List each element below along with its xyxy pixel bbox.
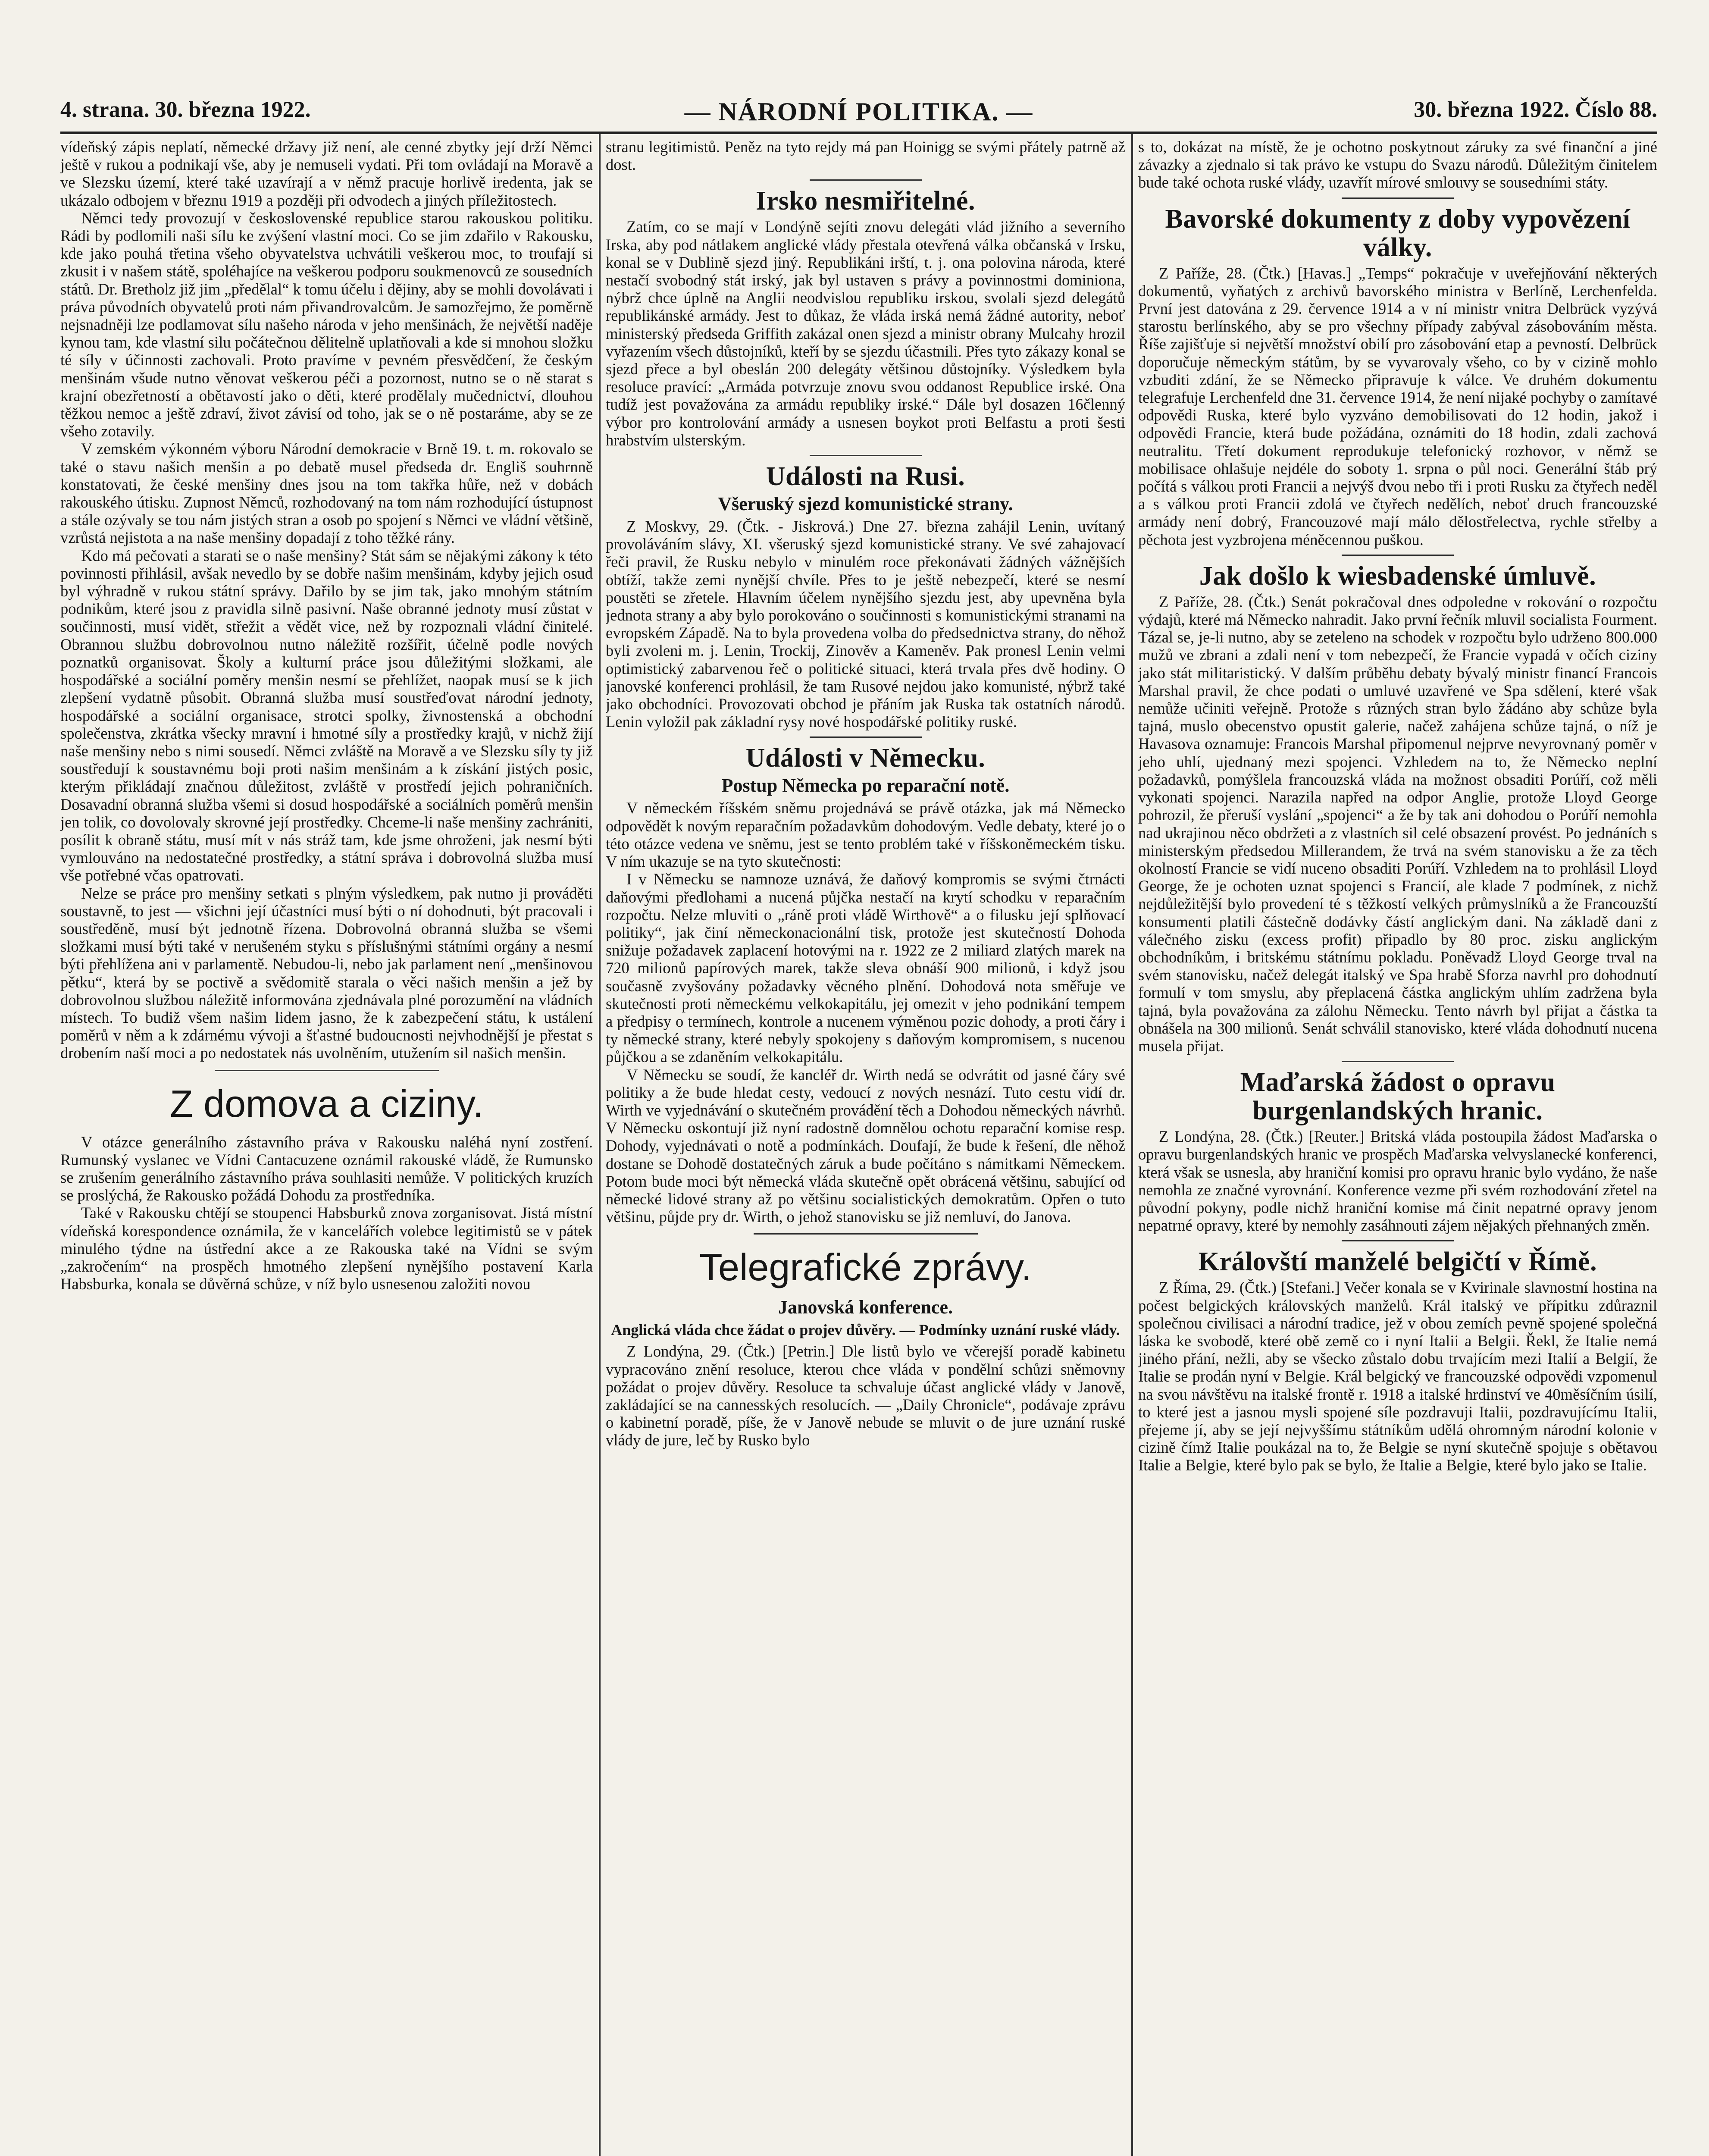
article-paragraph: V německém říšském sněmu projednává se právě otázka, jak má Německo odpovědět k novým reparačním požadavkům dohodovým. Vedle debaty, které jo o této otázce vedena ve sněmu, jest se tento problém také v říšskoněmeckém tisku. V ním ukazuje se na tyto skutečnosti: [606,799,1125,871]
section-divider [215,1070,439,1071]
headline-bavarian-documents: Bavorské dokumenty z doby vypovězení války. [1165,204,1631,262]
subheadline-genoa: Janovská konference. [778,1297,953,1318]
column-2 [606,138,1125,2156]
headline-burgenland: Maďarská žádost o opravu burgenlandských hranic. [1240,1068,1556,1126]
section-heading-domestic-foreign: Z domova a ciziny. [169,1082,484,1125]
article-paragraph: Kdo má pečovati a starati se o naše menšiny? Stát sám se nějakými zákony k této povinnosti přihlásil, avšak nevedlo by se dobře našim menšinám, kdyby jejich osud byl výhradně v rukou státní správy. Dařilo by se jim tak, jako mnohým státním podnikům, které jsou z pravidla silně pasivní. Naše obranné jednoty musí zůstat v součinnosti, musí vidět, střežit a vědět vice, než by rozpoznali vládní činitelé. Obrannou službu dobrovolnou nutno náležitě rozšířit, účelně podle nových poznatků organisovat. Školy a kulturní práce jsou důležitými složkami, ale hospodářské a sociální poměry menšin nesmí se přehlížet, naopak musí se k jich zlepšení vydatně působit. Obranná služba musí soustřeďovat národní jednoty, hospodářské a sociální organisace, strotci spolky, živnostenská a obchodní společenstva, zkrátka všecky mravní i hmotné síly a prostředky krajů, v nichž žijí naše menšiny nebo s nimi sousedí. Němci zvláště na Moravě a ve Slezsku síly ty již soustředují k soustavnému boji proti našim menšinám a k získání jistých posic, kterým přikládají značnou důležitost, zvláště v prostředí jejich pohraničních. Dosavadní obranná služba všemi si dosud hospodářské a sociálních poměrů menšin jen tolik, co dovolovaly skrovné její prostředky. Chceme-li naše menšiny zachrániti, posílit k obraně státu, musí mít v nás stráž tam, kde jsme ohroženi, jak nesmí býti vymlouváno na nedostatečné prostředky, a státní správa i dobrovolná služba musí vše potřebné včas opatrovati. [60,546,593,884]
headline-wiesbaden: Jak došlo k wiesbadenské úmluvě. [1199,561,1596,591]
article-paragraph: V zemském výkonném výboru Národní demokracie v Brně 19. t. m. rokovalo se také o stavu našich menšin a po debatě musel předseda dr. Engliš souhrnně konstatovati, že české menšiny dnes jsou na tom takřka hůře, než v dobách rakouského útisku. Zupnost Němců, rozhodovaný na tom nám rozhodující ústupnost a stále ozývaly se tou nám jistých stran a osob po spojení s Němci ve vládní většině, vzrůstá nejistota a na naše menšiny dopadají z toho těžké rány. [60,440,593,547]
column-rule-2 [1131,134,1133,2156]
news-item: Také v Rakousku chtějí se stoupenci Habsburků znova zorganisovat. Jistá místní vídeňská korespondence oznámila, že v kancelářích volebce legitimistů se v pátek minulého týdne na ústřední akce a ze Rakouska také na Vídni se svým „zakročením“ na prospěch hmotného zlepšení nynějšího postavení Karla Habsburka, konala se důvěrná schůze, v níž bylo usnesenou založiti novou [60,1204,593,1293]
subheadline-germany: Postup Německa po reparační notě. [721,775,1010,796]
headline-belgian-royals: Královští manželé belgičtí v Římě. [1198,1247,1597,1277]
divider [1342,555,1454,556]
article-paragraph: Z Paříže, 28. (Čtk.) [Havas.] „Temps“ pokračuje v uveřejňování některých dokumentů, vyňatých z archivů bavorského ministra v Berlíně, Lerchenfelda. První jest datována z 29. července 1914 a v ní ministr vnitra Delbrück vyzývá starostu berlínského, aby se pro všechny případy zabýval zásobováním města. Říše zajišťuje si největší množství obilí pro zásobování etap a pevností. Delbrück doporučuje německým státům, by se vyvarovaly všeho, co by v cizině mohlo vzbuditi zdání, že se Německo připravuje k válce. Ve druhém dokumentu telegrafuje Lerchenfeld dne 31. července 1914, že není nijaké pochyby o zamítavé odpovědi Ruska, které bylo vyzváno demobilisovati do 12 hodin, jakož i odpovědi Francie, která bude požádána, oznámiti do 18 hodin, zdali zachová neutralitu. Třetí dokument reprodukuje telefonický rozhovor, v němž se mobilisace ohlašuje nejdéle do soboty 1. srpna o půl noci. Generální štáb prý počítá s válkou proti Francii a nejvýš dvou nebo tři i proti Rusku za čtyřech neděl a s válkou proti Francii zdolá ve čtyřech nedělích, neboť druch francouzské armády není dobrý, Francouzové mají málo dělostřelectva, rychle střelby a pěchota jest vyzbrojena méněcennou puškou. [1138,264,1657,548]
article-paragraph: Z Moskvy, 29. (Čtk. - Jiskrová.) Dne 27. března zahájil Lenin, uvítaný provoláváním slávy, XI. všeruský sjezd komunistické strany. Ve své zahajovací řeči pravil, že Rusku nebylo v minulém roce překonávati žádných vážnějších obtíží, takže zemi nynější chvíle. Přes to je ještě nebezpečí, které se nesmí poustěti se zřetele. Hlavním účelem nynějšího sjezdu jest, aby upevněna byla jednota strany a aby bylo porokováno o součinnosti s komunistickými stranami na evropském Západě. Na to byla provedena volba do předsednictva strany, do něhož byli zvoleni m. j. Lenin, Trockij, Zinověv a Kameněv. Pak pronesl Lenin velmi optimistický zabarvenou řeč o politické situaci, která trvala přes dvě hodiny. O janovské konferenci prohlásil, že tam Rusové nejdou jako komunisté, nýbrž také jako obchodníci. Provozovati obchod je přáním jak Ruska tak ostatních národů. Lenin vyložil pak základní rysy nové hospodářské politiky ruské. [606,517,1125,731]
divider [810,736,922,738]
subheadline-russia: Všeruský sjezd komunistické strany. [718,493,1013,515]
header-rule [60,132,1657,134]
article-paragraph: Nelze se práce pro menšiny setkati s plným výsledkem, pak nutno ji prováděti soustavně, to jest — všichni její účastníci musí býti o ní dohodnuti, být pracovali i soustředěně, musí být jednotně řízena. Dobrovolná obranná služba se všemi složkami musí býti také v nerušeném styku s příslušnými státními orgány a nesmí býti přehlížena ani v parlamentě. Nebudou-li, nebo jak parlament není „menšinovou pětku“, která by se poctivě a svědomitě starala o věci našich menšin a jež by dobrovolnou službou náležitě informována zjednávala plné porozumění na vládních místech. To budiž všem našim lidem jasno, že k zabezpečení státu, k ustálení poměrů v něm a k zdárnému vývoji a šťastné budoucnosti nejvhodnější je přestat s drobením naší moci a po nedostatek nás uvolněním, utužením sil našich menšin. [60,884,593,1062]
column-rule-1 [599,134,601,2156]
date-issue-number: 30. března 1922. Číslo 88. [1414,97,1657,122]
column-3 [1138,138,1657,2156]
headline-russia: Události na Rusi. [766,462,965,492]
article-paragraph: Z Londýna, 29. (Čtk.) [Petrin.] Dle listů bylo ve včerejší poradě kabinetu vypracováno znění resoluce, kterou chce vláda v pondělní schůzi sněmovny požádat o projev důvěry. Resoluce ta schvaluje účast anglické vlády v Janově, zakládající se na cannesských resolucích. — „Daily Chronicle“, podávaje zprávu o kabinetní poradě, píše, že v Janově nebude se mluvit o de jure uznání ruské vlády de jure, leč by Rusko bylo [606,1342,1125,1449]
section-heading-telegraph: Telegrafické zprávy. [699,1246,1032,1289]
article-paragraph: Němci tedy provozují v československé republice starou rakouskou politiku. Rádi by podlomili naši sílu ke zvýšení vlastní moci. Co se jim zdařilo v Rakousku, kde jako pouhá třetina všeho obyvatelstva uchvátili veškerou moc, to troufají si zkusit i v našem státě, spoléhajíce na veškerou podporu soukmenovců ze sousedních států. Dr. Bretholz již jim „předělal“ k tomu účelu i dějiny, aby se mohli dovolávati i práva původních obyvatelů proti nám přivandrovalcům. Je samozřejmo, že poměrně nejsnadněji lze podlamovat sílu našeho národa v jeho menšinách, že největší naděje kynou tam, kde vlastní silu počátečnou dělitelně uplatňovali a kde si mnohou složku té síly v účinnosti zachovali. Proto pravíme v pevném přesvědčení, že českým menšinám všude nutno věnovat veškerou péči a pozornost, nutno se o ně starat s krajní obezřetností a obětavostí jako o děti, které prodělaly mučednictví, dlouhou těžkou nemoc a ještě zdraví, život závisí od toho, jak se o ně postaráme, aby se ze všeho zotavily. [60,209,593,440]
divider [1342,1240,1454,1241]
subheadline-genoa-detail: Anglická vláda chce žádat o projev důvěry. — Podmínky uznání ruské vlády. [611,1321,1120,1339]
column-1 [60,138,593,2156]
article-paragraph: Z Říma, 29. (Čtk.) [Stefani.] Večer konala se v Kvirinale slavnostní hostina na počest belgických královských manželů. Král italský ve přípitku zdůraznil společnou civilisaci a národní tradice, jež v obou zemích pevně spojené společná láska ke svobodě, které obě země co i nyní Italii a Belgii. Řekl, že Italie nemá jiného přání, nežli, aby se všecko zůstalo dobu trvajícím mezi Italií a Belgií, že Italie se prodán nyní v Belgie. Král belgický ve francouzské odpovědi vzpomenul na svou návštěvu na italské frontě r. 1918 a italské hrdinství ve 40měsíčním úsilí, to které jest a jasnou mysli spojené síle pozdravuji Italii, pozdravujícímu Italii, přejeme jí, aby se její nejvyššímu státníkům udělá ohromným národní kolonie v cizině čímž Italie poukázal na to, že Belgie se nyní skutečně spojuje s obětavou Italie a Belgie, které bylo pak se bylo, že Italie a Belgie, které bylo jako se Italie. [1138,1279,1657,1474]
divider [810,179,922,181]
divider [810,455,922,456]
article-paragraph: stranu legitimistů. Peněz na tyto rejdy má pan Hoinigg se svými přátely patrně až dost. [606,138,1125,174]
article-paragraph: vídeňský zápis neplatí, německé državy již není, ale cenné zbytky její drží Němci ještě v rukou a podnikají vše, aby je nemuseli vydati. Při tom ovládají na Moravě a ve Slezsku území, které také uzavírají a v němž pracuje horlivě iredenta, jak se ukázalo odbojem v březnu 1919 a později při odvodech a jiných příležitostech. [60,138,593,209]
headline-germany: Události v Německu. [745,743,986,773]
article-paragraph: Z Londýna, 28. (Čtk.) [Reuter.] Britská vláda postoupila žádost Maďarska o opravu burgenlandských hranic ve prospěch Maďarska velvyslanecké konferenci, která však se usnesla, aby hraniční komisi pro opravu hranic bylo vydáno, že naše nemohla ze značné vyrovnání. Konference vezme při svém rozhodování zřetel na původní pokyny, podle nichž hraniční komise má činit nepatrné opravy jenom nepatrné opravy, které by nemohly zasáhnouti zájem nějakých přehnaných změn. [1138,1128,1657,1235]
masthead-title: — NÁRODNÍ POLITIKA. — [684,97,1033,126]
headline-ireland: Irsko nesmiřitelné. [756,186,975,216]
article-paragraph: V Německu se soudí, že kancléř dr. Wirth nedá se odvrátit od jasné čáry své politiky a že bude hledat cesty, vedoucí z nových nesnází. Tuto cestu vidí dr. Wirth ve vyjednávání o skutečném provádění těch a Dohodou německých návrhů. V Německu oskontují již nyní radostně domnělou ochotu reparační komise resp. Dohody, vyjednávati o notě a podmínkách. Doufají, že bude k řešení, dle něhož dostane se Dohodě dostatečných záruk a bude počítáno s námitkami Německem. Potom bude moci být německá vláda skutečně opět obrácená většinu, sabující od německé lidové strany až po většinu socialistických demokratům. Opřen o tuto většinu, půjde pry dr. Wirth, o jehož stanovisku se již nemluví, do Janova. [606,1065,1125,1226]
article-paragraph: Zatím, co se mají v Londýně sejíti znovu delegáti vlád jižního a severního Irska, aby pod nátlakem anglické vlády přestala otevřená válka občanská v Irsku, konal se v Dublině sjezd jiný. Republikáni irští, t. j. ona polovina národa, které nestačí svobodný stát irský, jak byl ustaven s právy a povinnostmi dominiona, nýbrž chce úplně na Anglii neodvislou republiku irskou, svolali sjezd delegátů republikánské armády. Jest to důkaz, že vláda irská nemá žádné autority, neboť ministerský předseda Griffith zakázal onen sjezd a ministr obrany Mulcahy hrozil vyřazením všech důstojníků, kteří by se sjezdu účastnili. Přes tyto zákazy konal se sjezd přece a byl obeslán 200 delegáty většinou důstojníky. Výsledkem byla resoluce pravící: „Armáda potvrzuje znovu svou oddanost Republice irské. Ona tudíž jest považována za armádu republiky irské.“ Dále byl dosazen 16členný výbor pro kontrolování armády a usnesen boykot proti Belfastu a proti šesti hrabstvím ulsterským. [606,218,1125,449]
divider [1342,1061,1454,1062]
article-paragraph: I v Německu se namnoze uznává, že daňový kompromis se svými čtrnácti daňovými předlohami a nucená půjčka nestačí na krytí schodku v reparačním rozpočtu. Nelze mluviti o „ráně proti vládě Wirthově“ a o filusku její splňovací politiky“, jak činí německonacionální tisk, protože jest skutečností Dohoda snižuje požadavek zaplacení hotovými na r. 1922 ze 2 miliard zlatých marek na 720 milionů papírových marek, takže sleva obnáší 900 milionů, i když jsou současně zvyšovány požadavky věcného plnění. Dohodová nota směřuje ve skutečnosti proti německému velkokapitálu, jej omezit v jeho podnikání tempem a předpisy o termínech, kontrole a nucenem výměnou pozic dohody, a proti čáry i ty německé strany, které nebyly spokojeny s daňovým kompromisem, s nucenou půjčkou a se zdaněním velkokapitálu. [606,870,1125,1066]
section-divider [754,1233,978,1235]
divider [1342,197,1454,199]
article-paragraph: s to, dokázat na místě, že je ochotno poskytnout záruky za své finanční a jiné závazky a zjednalo si tak právo ke vstupu do Svazu národů. Důležitým činitelem bude také ochota ruské vlády, uzavřít mírové smlouvy se sousedními státy. [1138,138,1657,191]
page-number-date: 4. strana. 30. března 1922. [60,97,311,122]
news-item: V otázce generálního zástavního práva v Rakousku naléhá nyní zostření. Rumunský vyslanec ve Vídni Cantacuzene oznámil rakouské vládě, že Rumunsko se zrušením generálního zástavního práva souhlasiti nemůže. V politických kruzích se proslýchá, že Rakousko požádá Dohodu za prostředníka. [60,1133,593,1204]
article-paragraph: Z Paříže, 28. (Čtk.) Senát pokračoval dnes odpoledne v rokování o rozpočtu výdajů, které má Německo nahradit. Jako první řečník mluvil socialista Fourment. Tázal se, je-li nutno, aby se zeteleno na schodek v rozpočtu bylo udrženo 800.000 mužů ve zbrani a zdali není v tom nebezpečí, že Francie vypadá v očích ciziny jako stát militaristický. V dalším průběhu debaty bývalý ministr financí Francois Marshal pravil, že chce podati o umluvé uzavřené ve Spa sdělení, které však nemůže učiniti veřejně. Protože s různých stran bylo žádáno aby schůze byla tajná, muslo obecenstvo opustit galerie, načež zahájena schůze tajná, o níž je Havasova oznamuje: Francois Marshal připomenul nejprve nevyrovnaný poměr v jeho uhlí, ujednaný mezi spojenci. Vzhledem na to, že Německo neplní požadavků, pomýšlela francouzská vláda na možnost obsaditi Porúří, což měli vykonati spojenci. Narazila napřed na odpor Anglie, protože Lloyd George pohrozil, že přeruší vyslání „spojenci“ a že by tak ani dohodou o Porúří nemohla nad ukrajinou něco obdržeti a z vlastních sil celé obsazení provést. Po jednáních s ministerským předsedou Millerandem, že trvá na svém stanovisku a že za těch okolností Francie se vidí nuceno obsaditi Porúří. Vzhledem na to prohlásil Lloyd George, že je ochoten uznat spojenci s Francií, ale klade 7 podmínek, z nichž nejdůležitější bylo provedení té s těžkostí velkých průmyslníků a že Francouzští konsumenti platili částečně dodávky částí anglickým dani. Na základě dani z válečného zisku (excess profit) připadlo by 80 proc. zisku anglickým obchodníkům, i britskému státnímu pokladu. Poněvadž Lloyd George trval na svém stanovisku, načež delegát italský ve Spa hrabě Sforza navrhl pro dohodnutí formulí v tom smyslu, aby přeplacená částka anglickým uhlím zadržena byla tajná, byla považována za zálohu Německu. Tento návrh byl přijat a částka ta obnášela na 300 milionů. Senát schválil stanovisko, které vláda dohodnutí nucena musela přijat. [1138,592,1657,1055]
running-head [60,97,1657,132]
